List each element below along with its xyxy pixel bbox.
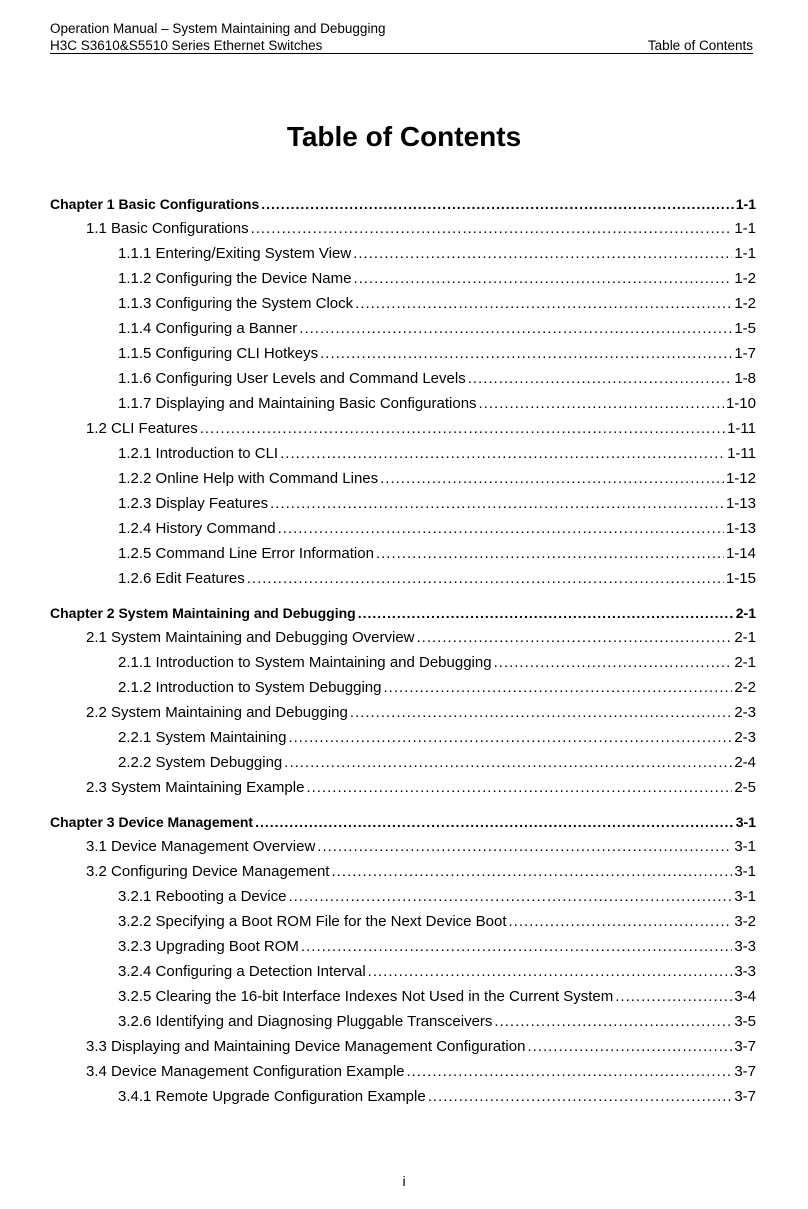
toc-subsection-entry[interactable]: [118, 985, 756, 1009]
toc-page-number: 2-1: [735, 605, 756, 621]
toc-chapter-entry[interactable]: [50, 601, 756, 625]
toc-subsection-entry[interactable]: [118, 676, 756, 700]
toc-entry-title: 1.1.5 Configuring CLI Hotkeys: [118, 345, 319, 362]
toc-entry-title: 3.3 Displaying and Maintaining Device Management Configuration: [86, 1038, 526, 1055]
toc-chapter-entry[interactable]: [50, 192, 756, 216]
toc-dot-leader: [417, 626, 733, 650]
toc-entry-title: 1.2.3 Display Features: [118, 495, 269, 512]
toc-subsection-entry[interactable]: [118, 542, 756, 566]
toc-dot-leader: [320, 342, 732, 366]
toc-page-number: 1-5: [734, 320, 756, 337]
toc-entry-title: 3.2.1 Rebooting a Device: [118, 888, 287, 905]
toc-entry-title: 2.1.1 Introduction to System Maintaining and Debugging: [118, 654, 492, 671]
toc-page-number: 3-1: [734, 888, 756, 905]
toc-subsection-entry[interactable]: [118, 442, 756, 466]
toc-dot-leader: [255, 810, 734, 834]
toc-dot-leader: [380, 467, 724, 491]
toc-subsection-entry[interactable]: [118, 1085, 756, 1109]
toc-entry-title: 3.4.1 Remote Upgrade Configuration Example: [118, 1088, 426, 1105]
toc-chapter-entry[interactable]: [50, 810, 756, 834]
toc-subsection-entry[interactable]: [118, 910, 756, 934]
toc-dot-leader: [247, 567, 724, 591]
toc-page-number: 1-15: [725, 570, 756, 587]
toc-dot-leader: [428, 1085, 733, 1109]
toc-dot-leader: [376, 542, 724, 566]
toc-entry-title: Chapter 3 Device Management: [50, 814, 254, 830]
toc-dot-leader: [368, 960, 733, 984]
toc-dot-leader: [280, 442, 725, 466]
toc-entry-title: 3.2.5 Clearing the 16-bit Interface Indexes Not Used in the Current System: [118, 988, 614, 1005]
toc-dot-leader: [200, 417, 725, 441]
toc-page-number: 3-1: [734, 863, 756, 880]
toc-dot-leader: [261, 192, 734, 216]
toc-entry-title: 3.2.3 Upgrading Boot ROM: [118, 938, 299, 955]
toc-entry-title: 1.1.1 Entering/Exiting System View: [118, 245, 352, 262]
header-section-name: Table of Contents: [647, 38, 753, 53]
toc-section-entry[interactable]: [86, 860, 756, 884]
toc-dot-leader: [509, 910, 733, 934]
toc-subsection-entry[interactable]: [118, 517, 756, 541]
toc-page-number: 3-7: [734, 1038, 756, 1055]
toc-subsection-entry[interactable]: [118, 342, 756, 366]
toc-page-number: 2-4: [734, 754, 756, 771]
toc-entry-title: Chapter 2 System Maintaining and Debugging: [50, 605, 356, 621]
toc-page-number: 1-13: [725, 520, 756, 537]
toc-dot-leader: [301, 935, 732, 959]
toc-dot-leader: [350, 701, 732, 725]
toc-entry-title: 1.2.4 History Command: [118, 520, 276, 537]
toc-entry-title: 1.1.4 Configuring a Banner: [118, 320, 298, 337]
toc-page-number: 3-4: [734, 988, 756, 1005]
toc-dot-leader: [355, 292, 732, 316]
toc-section-entry[interactable]: [86, 835, 756, 859]
toc-entry-title: 3.2.6 Identifying and Diagnosing Pluggable Transceivers: [118, 1013, 493, 1030]
toc-entry-title: 1.2.2 Online Help with Command Lines: [118, 470, 379, 487]
toc-section-entry[interactable]: [86, 217, 756, 241]
toc-dot-leader: [288, 885, 732, 909]
toc-dot-leader: [494, 1010, 732, 1034]
toc-dot-leader: [270, 492, 724, 516]
toc-dot-leader: [479, 392, 724, 416]
toc-page-number: 1-12: [725, 470, 756, 487]
toc-entry-title: 3.2 Configuring Device Management: [86, 863, 330, 880]
toc-entry-title: 1.2.5 Command Line Error Information: [118, 545, 374, 562]
toc-entry-title: 1.2 CLI Features: [86, 420, 198, 437]
toc-section-entry[interactable]: [86, 417, 756, 441]
toc-page-number: 2-1: [734, 629, 756, 646]
toc-page-number: 3-3: [734, 938, 756, 955]
toc-entry-title: 1.2.1 Introduction to CLI: [118, 445, 279, 462]
toc-entry-title: 2.2.1 System Maintaining: [118, 729, 287, 746]
toc-subsection-entry[interactable]: [118, 467, 756, 491]
toc-entry-title: 2.1 System Maintaining and Debugging Overview: [86, 629, 415, 646]
toc-dot-leader: [353, 267, 732, 291]
toc-page-number: 1-8: [734, 370, 756, 387]
toc-dot-leader: [299, 317, 732, 341]
toc-dot-leader: [306, 776, 732, 800]
toc-dot-leader: [288, 726, 732, 750]
toc-entry-title: 3.4 Device Management Configuration Example: [86, 1063, 405, 1080]
toc-entry-title: Chapter 1 Basic Configurations: [50, 196, 260, 212]
toc-subsection-entry[interactable]: [118, 567, 756, 591]
toc-dot-leader: [494, 651, 733, 675]
header-manual-title: Operation Manual – System Maintaining and Debugging: [50, 21, 386, 36]
toc-dot-leader: [527, 1035, 732, 1059]
header-line-2: [50, 37, 753, 54]
toc-entry-title: 1.1.6 Configuring User Levels and Command Levels: [118, 370, 466, 387]
toc-page-number: 1-2: [734, 295, 756, 312]
toc-page-number: 2-5: [734, 779, 756, 796]
toc-entry-title: 1.1.2 Configuring the Device Name: [118, 270, 352, 287]
toc-dot-leader: [407, 1060, 733, 1084]
toc-page-number: 1-13: [725, 495, 756, 512]
toc-entry-title: 2.3 System Maintaining Example: [86, 779, 305, 796]
toc-page-number: 2-2: [734, 679, 756, 696]
toc-section-entry[interactable]: [86, 1035, 756, 1059]
toc-subsection-entry[interactable]: [118, 960, 756, 984]
page-title: Table of Contents: [286, 121, 522, 152]
toc-page-number: 3-2: [734, 913, 756, 930]
toc-page-number: 1-10: [725, 395, 756, 412]
toc-section-entry[interactable]: [86, 701, 756, 725]
running-header: [50, 20, 753, 54]
toc-entry-title: 2.2.2 System Debugging: [118, 754, 283, 771]
toc-subsection-entry[interactable]: [118, 392, 756, 416]
toc-page-number: 1-14: [725, 545, 756, 562]
toc-subsection-entry[interactable]: [118, 751, 756, 775]
page-number: i: [402, 1173, 406, 1189]
toc-entry-title: 1.1 Basic Configurations: [86, 220, 249, 237]
toc-subsection-entry[interactable]: [118, 267, 756, 291]
toc-section-entry[interactable]: [86, 1060, 756, 1084]
toc-page-number: 3-7: [734, 1088, 756, 1105]
toc-dot-leader: [278, 517, 724, 541]
toc-page-number: 3-1: [734, 838, 756, 855]
toc-dot-leader: [317, 835, 732, 859]
toc-dot-leader: [615, 985, 732, 1009]
toc-subsection-entry[interactable]: [118, 935, 756, 959]
toc-subsection-entry[interactable]: [118, 317, 756, 341]
toc-subsection-entry[interactable]: [118, 242, 756, 266]
toc-page-number: 3-5: [734, 1013, 756, 1030]
toc-page-number: 1-2: [734, 270, 756, 287]
toc-page-number: 2-3: [734, 729, 756, 746]
toc-dot-leader: [468, 367, 733, 391]
toc-page-number: 3-7: [734, 1063, 756, 1080]
toc-page-number: 3-3: [734, 963, 756, 980]
toc-entry-title: 3.1 Device Management Overview: [86, 838, 316, 855]
toc-page-number: 1-1: [734, 245, 756, 262]
toc-subsection-entry[interactable]: [118, 726, 756, 750]
toc-page-number: 1-7: [734, 345, 756, 362]
toc-section-entry[interactable]: [86, 626, 756, 650]
toc-entry-title: 2.1.2 Introduction to System Debugging: [118, 679, 382, 696]
toc-entry-title: 1.1.3 Configuring the System Clock: [118, 295, 354, 312]
toc-subsection-entry[interactable]: [118, 492, 756, 516]
toc-entry-title: 1.2.6 Edit Features: [118, 570, 245, 587]
toc-subsection-entry[interactable]: [118, 367, 756, 391]
toc-entry-title: 3.2.4 Configuring a Detection Interval: [118, 963, 366, 980]
toc-subsection-entry[interactable]: [118, 1010, 756, 1034]
toc-page-number: 2-3: [734, 704, 756, 721]
toc-page-number: 1-11: [727, 445, 756, 462]
toc-dot-leader: [358, 601, 734, 625]
toc-page-number: 2-1: [734, 654, 756, 671]
toc-section-entry[interactable]: [86, 776, 756, 800]
toc-page-number: 1-1: [734, 220, 756, 237]
toc-entry-title: 2.2 System Maintaining and Debugging: [86, 704, 348, 721]
toc-page-number: 1-11: [727, 420, 756, 437]
toc-subsection-entry[interactable]: [118, 292, 756, 316]
toc-subsection-entry[interactable]: [118, 651, 756, 675]
header-rule: [50, 53, 753, 54]
toc-dot-leader: [353, 242, 732, 266]
toc-dot-leader: [251, 217, 733, 241]
toc-dot-leader: [384, 676, 733, 700]
toc-subsection-entry[interactable]: [118, 885, 756, 909]
toc-dot-leader: [284, 751, 732, 775]
toc-entry-title: 3.2.2 Specifying a Boot ROM File for the Next Device Boot: [118, 913, 507, 930]
toc-page-number: 3-1: [735, 814, 756, 830]
toc-page-number: 1-1: [735, 196, 756, 212]
toc-dot-leader: [331, 860, 732, 884]
toc-entry-title: 1.1.7 Displaying and Maintaining Basic Configurations: [118, 395, 477, 412]
header-product-name: H3C S3610&S5510 Series Ethernet Switches: [50, 38, 323, 53]
